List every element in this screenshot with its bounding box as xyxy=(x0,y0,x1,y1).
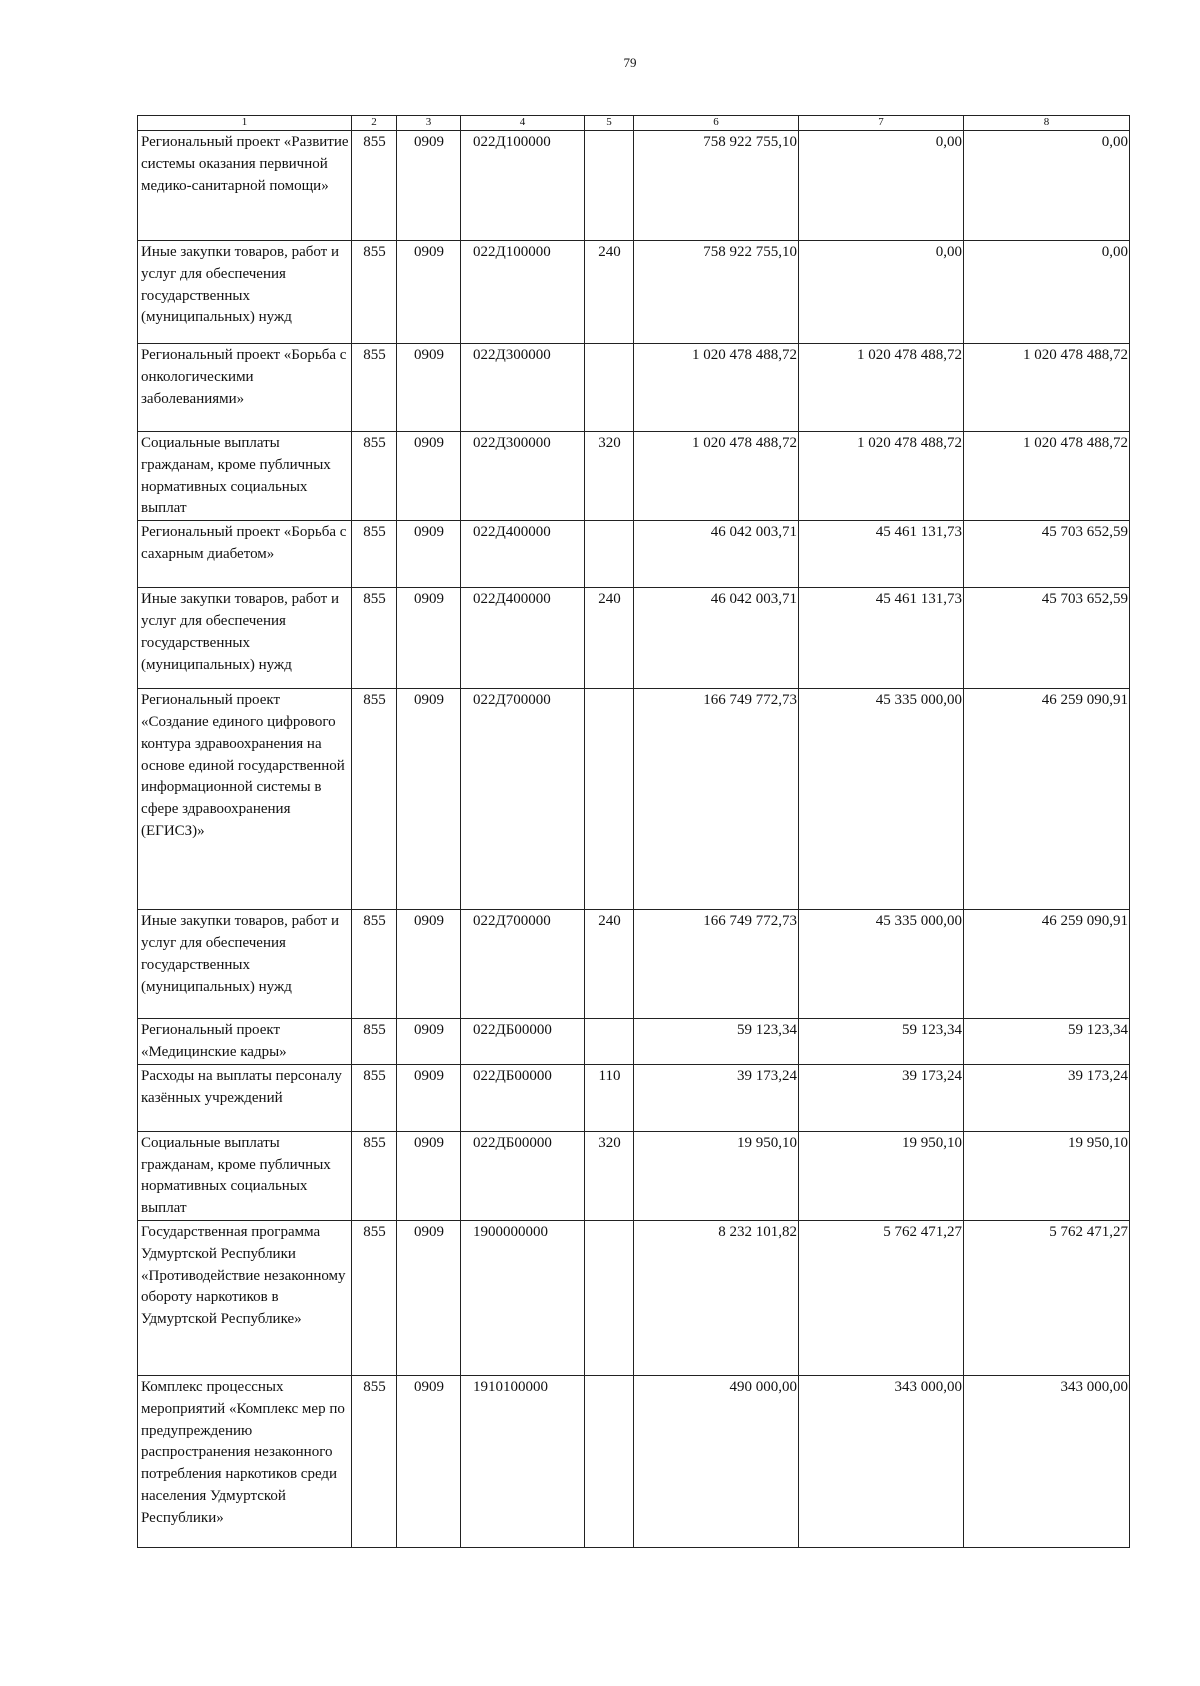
amount-col7-cell: 45 335 000,00 xyxy=(799,689,964,910)
page-number: 79 xyxy=(623,55,637,70)
amount-col6-cell: 39 173,24 xyxy=(634,1064,799,1131)
name-cell: Иные закупки товаров, работ и услуг для обеспечения государственных (муниципальных) нужд xyxy=(138,910,352,1019)
amount-col7-cell: 343 000,00 xyxy=(799,1375,964,1547)
name-cell: Региональный проект «Создание единого цифрового контура здравоохранения на основе единой государственной информационной системы в сфере здравоохранения (ЕГИСЗ)» xyxy=(138,689,352,910)
amount-col8-cell: 46 259 090,91 xyxy=(964,910,1130,1019)
amount-col6-cell: 166 749 772,73 xyxy=(634,689,799,910)
table-row xyxy=(138,1375,1130,1547)
table-row xyxy=(138,689,1130,910)
expense-type-cell xyxy=(585,689,634,910)
amount-col6-cell: 19 950,10 xyxy=(634,1131,799,1220)
target-article-cell: 022Д400000 xyxy=(461,588,585,689)
name-cell: Региональный проект «Развитие системы оказания первичной медико-санитарной помощи» xyxy=(138,131,352,241)
org-code-cell: 855 xyxy=(352,1019,397,1065)
amount-col8-cell: 19 950,10 xyxy=(964,1131,1130,1220)
column-header: 4 xyxy=(461,116,585,131)
org-code-cell: 855 xyxy=(352,1375,397,1547)
target-article-cell: 022ДБ00000 xyxy=(461,1131,585,1220)
column-header: 6 xyxy=(634,116,799,131)
expense-type-cell xyxy=(585,131,634,241)
expense-type-cell: 240 xyxy=(585,588,634,689)
section-code-cell: 0909 xyxy=(397,241,461,344)
column-header: 1 xyxy=(138,116,352,131)
amount-col7-cell: 5 762 471,27 xyxy=(799,1220,964,1375)
target-article-cell: 022Д100000 xyxy=(461,131,585,241)
table-row xyxy=(138,1131,1130,1220)
amount-col6-cell: 46 042 003,71 xyxy=(634,588,799,689)
name-cell: Иные закупки товаров, работ и услуг для обеспечения государственных (муниципальных) нужд xyxy=(138,588,352,689)
section-code-cell: 0909 xyxy=(397,1131,461,1220)
section-code-cell: 0909 xyxy=(397,521,461,588)
amount-col7-cell: 45 461 131,73 xyxy=(799,588,964,689)
section-code-cell: 0909 xyxy=(397,1019,461,1065)
amount-col6-cell: 1 020 478 488,72 xyxy=(634,432,799,521)
org-code-cell: 855 xyxy=(352,910,397,1019)
amount-col7-cell: 45 461 131,73 xyxy=(799,521,964,588)
expense-type-cell xyxy=(585,1375,634,1547)
amount-col7-cell: 19 950,10 xyxy=(799,1131,964,1220)
section-code-cell: 0909 xyxy=(397,910,461,1019)
amount-col6-cell: 46 042 003,71 xyxy=(634,521,799,588)
amount-col8-cell: 59 123,34 xyxy=(964,1019,1130,1065)
amount-col6-cell: 8 232 101,82 xyxy=(634,1220,799,1375)
expense-type-cell xyxy=(585,344,634,432)
amount-col8-cell: 45 703 652,59 xyxy=(964,521,1130,588)
table-row xyxy=(138,1220,1130,1375)
section-code-cell: 0909 xyxy=(397,1064,461,1131)
org-code-cell: 855 xyxy=(352,432,397,521)
expense-type-cell: 320 xyxy=(585,1131,634,1220)
expense-type-cell xyxy=(585,1019,634,1065)
amount-col7-cell: 1 020 478 488,72 xyxy=(799,344,964,432)
expense-type-cell: 240 xyxy=(585,910,634,1019)
name-cell: Государственная программа Удмуртской Республики «Противодействие незаконному обороту наркотиков в Удмуртской Республике» xyxy=(138,1220,352,1375)
org-code-cell: 855 xyxy=(352,521,397,588)
amount-col8-cell: 1 020 478 488,72 xyxy=(964,344,1130,432)
column-header: 3 xyxy=(397,116,461,131)
amount-col6-cell: 490 000,00 xyxy=(634,1375,799,1547)
expense-type-cell: 240 xyxy=(585,241,634,344)
amount-col6-cell: 166 749 772,73 xyxy=(634,910,799,1019)
amount-col8-cell: 39 173,24 xyxy=(964,1064,1130,1131)
amount-col6-cell: 758 922 755,10 xyxy=(634,131,799,241)
target-article-cell: 022Д100000 xyxy=(461,241,585,344)
name-cell: Расходы на выплаты персоналу казённых учреждений xyxy=(138,1064,352,1131)
table-row xyxy=(138,1019,1130,1065)
section-code-cell: 0909 xyxy=(397,1375,461,1547)
expense-type-cell xyxy=(585,521,634,588)
table-row xyxy=(138,432,1130,521)
org-code-cell: 855 xyxy=(352,344,397,432)
section-code-cell: 0909 xyxy=(397,588,461,689)
table-row xyxy=(138,344,1130,432)
org-code-cell: 855 xyxy=(352,1064,397,1131)
org-code-cell: 855 xyxy=(352,689,397,910)
name-cell: Региональный проект «Борьба с онкологическими заболеваниями» xyxy=(138,344,352,432)
table-row xyxy=(138,588,1130,689)
org-code-cell: 855 xyxy=(352,1220,397,1375)
amount-col8-cell: 46 259 090,91 xyxy=(964,689,1130,910)
amount-col8-cell: 45 703 652,59 xyxy=(964,588,1130,689)
expense-type-cell: 320 xyxy=(585,432,634,521)
target-article-cell: 022ДБ00000 xyxy=(461,1064,585,1131)
org-code-cell: 855 xyxy=(352,241,397,344)
amount-col7-cell: 0,00 xyxy=(799,131,964,241)
amount-col7-cell: 39 173,24 xyxy=(799,1064,964,1131)
org-code-cell: 855 xyxy=(352,131,397,241)
section-code-cell: 0909 xyxy=(397,689,461,910)
section-code-cell: 0909 xyxy=(397,344,461,432)
amount-col8-cell: 1 020 478 488,72 xyxy=(964,432,1130,521)
amount-col6-cell: 758 922 755,10 xyxy=(634,241,799,344)
table-row xyxy=(138,241,1130,344)
target-article-cell: 1910100000 xyxy=(461,1375,585,1547)
column-header: 2 xyxy=(352,116,397,131)
name-cell: Комплекс процессных мероприятий «Комплекс мер по предупреждению распространения незаконного потребления наркотиков среди населения Удмуртской Республики» xyxy=(138,1375,352,1547)
amount-col8-cell: 0,00 xyxy=(964,241,1130,344)
name-cell: Социальные выплаты гражданам, кроме публичных нормативных социальных выплат xyxy=(138,1131,352,1220)
section-code-cell: 0909 xyxy=(397,131,461,241)
expense-type-cell: 110 xyxy=(585,1064,634,1131)
table-row xyxy=(138,910,1130,1019)
amount-col7-cell: 1 020 478 488,72 xyxy=(799,432,964,521)
name-cell: Региональный проект «Борьба с сахарным диабетом» xyxy=(138,521,352,588)
column-header: 5 xyxy=(585,116,634,131)
column-number-row xyxy=(138,116,1130,131)
amount-col6-cell: 1 020 478 488,72 xyxy=(634,344,799,432)
section-code-cell: 0909 xyxy=(397,432,461,521)
target-article-cell: 1900000000 xyxy=(461,1220,585,1375)
amount-col8-cell: 5 762 471,27 xyxy=(964,1220,1130,1375)
target-article-cell: 022ДБ00000 xyxy=(461,1019,585,1065)
amount-col6-cell: 59 123,34 xyxy=(634,1019,799,1065)
name-cell: Иные закупки товаров, работ и услуг для обеспечения государственных (муниципальных) нужд xyxy=(138,241,352,344)
amount-col7-cell: 59 123,34 xyxy=(799,1019,964,1065)
budget-table xyxy=(137,115,1130,1548)
table-body xyxy=(138,116,1130,1548)
expense-type-cell xyxy=(585,1220,634,1375)
target-article-cell: 022Д300000 xyxy=(461,344,585,432)
target-article-cell: 022Д700000 xyxy=(461,910,585,1019)
amount-col7-cell: 0,00 xyxy=(799,241,964,344)
table-row xyxy=(138,521,1130,588)
target-article-cell: 022Д700000 xyxy=(461,689,585,910)
org-code-cell: 855 xyxy=(352,588,397,689)
name-cell: Социальные выплаты гражданам, кроме публичных нормативных социальных выплат xyxy=(138,432,352,521)
section-code-cell: 0909 xyxy=(397,1220,461,1375)
org-code-cell: 855 xyxy=(352,1131,397,1220)
table-row xyxy=(138,1064,1130,1131)
amount-col8-cell: 0,00 xyxy=(964,131,1130,241)
column-header: 7 xyxy=(799,116,964,131)
target-article-cell: 022Д400000 xyxy=(461,521,585,588)
name-cell: Региональный проект «Медицинские кадры» xyxy=(138,1019,352,1065)
target-article-cell: 022Д300000 xyxy=(461,432,585,521)
amount-col8-cell: 343 000,00 xyxy=(964,1375,1130,1547)
amount-col7-cell: 45 335 000,00 xyxy=(799,910,964,1019)
column-header: 8 xyxy=(964,116,1130,131)
table-row xyxy=(138,131,1130,241)
